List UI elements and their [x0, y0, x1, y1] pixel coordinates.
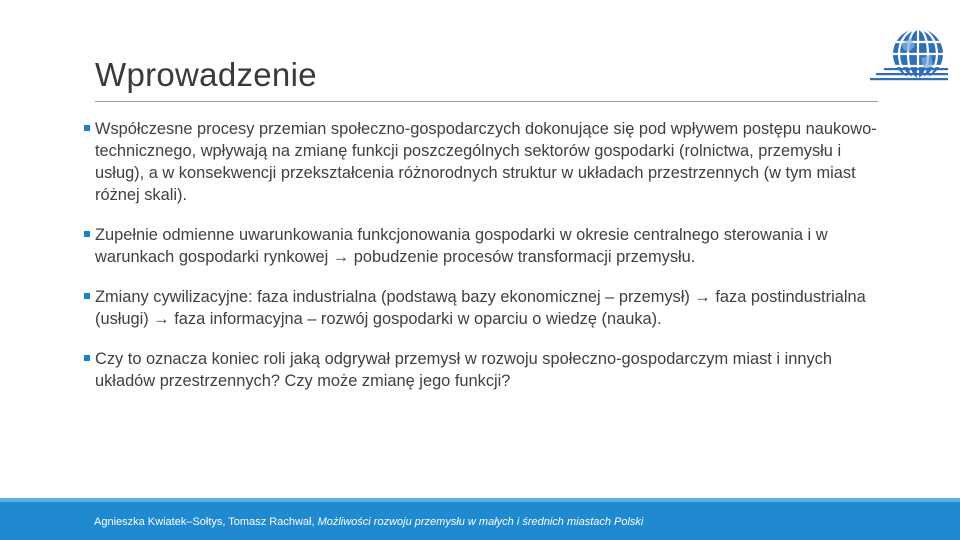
footer-citation: [94, 516, 643, 528]
footer-work-title: Możliwości rozwoju przemysłu w małych i średnich miastach Polski: [317, 516, 644, 528]
footer-authors: Agnieszka Kwiatek–Sołtys, Tomasz Rachwał,: [94, 516, 318, 528]
bullet-square-icon: [84, 231, 90, 237]
bullet-text: Czy to oznacza koniec roli jaką odgrywał przemysł w rozwoju społeczno-gospodarczym miast i innych układów przestrzennych? Czy może zmianę jego funkcji?: [95, 350, 832, 390]
bullet-item: [84, 286, 884, 330]
bullet-text: Zupełnie odmienne uwarunkowania funkcjonowania gospodarki w okresie centralnego sterowania i w warunkach gospodarki rynkowej → pobudzenie procesów transformacji przemysłu.: [95, 226, 828, 266]
bullet-text: Zmiany cywilizacyjne: faza industrialna (podstawą bazy ekonomicznej – przemysł) → faza postindustrialna (usługi) → faza informacyjna – rozwój gospodarki w oparciu o wiedzę (nauka).: [95, 288, 866, 328]
bullet-item: [84, 118, 884, 206]
bullet-square-icon: [84, 293, 90, 299]
bullet-item: [84, 224, 884, 268]
bullet-text: Współczesne procesy przemian społeczno-gospodarczych dokonujące się pod wpływem postępu naukowo-technicznego, wpływają na zmianę funkcji poszczególnych sektorów gospodarki (rolnictwa, przemysłu i usług), a w konsekwencji przekształcenia różnorodnych struktur w układach przestrzennych (w tym miast różnej skali).: [95, 120, 877, 204]
slide-title: Wprowadzenie: [95, 56, 317, 93]
footer-bar: [0, 498, 960, 540]
bullet-item: [84, 348, 884, 392]
bullet-list: [84, 118, 884, 410]
bullet-square-icon: [84, 125, 90, 131]
title-divider: [95, 101, 878, 102]
globe-logo-icon: [866, 22, 950, 88]
footer-stripe: [0, 498, 960, 502]
bullet-square-icon: [84, 355, 90, 361]
